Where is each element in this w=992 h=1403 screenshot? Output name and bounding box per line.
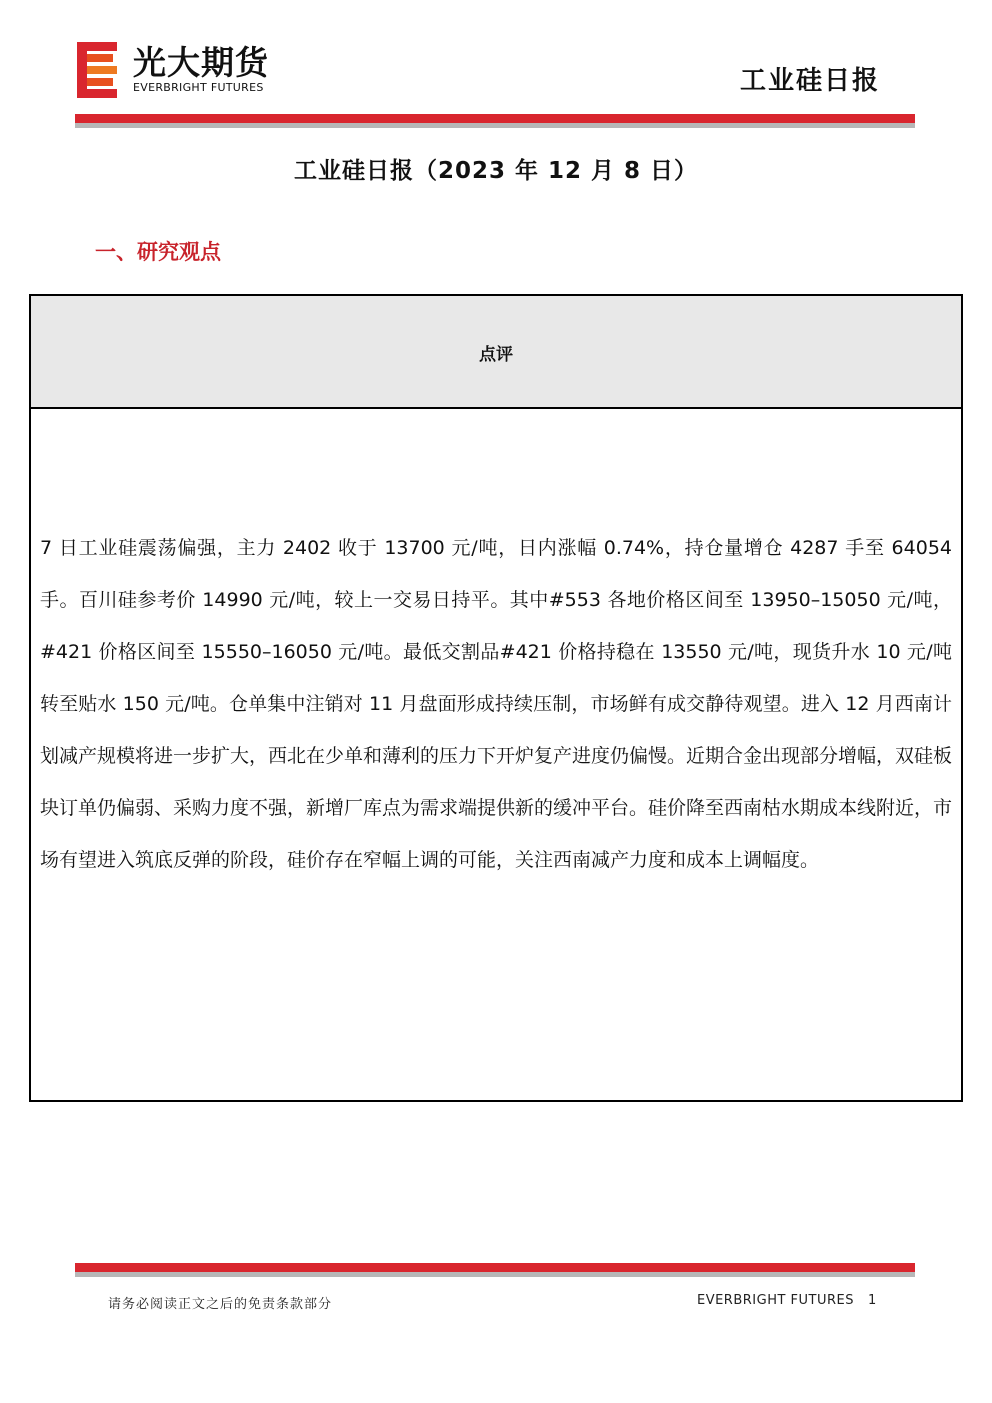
footer-brand: EVERBRIGHT FUTURES	[696, 1293, 854, 1308]
section-heading: 一、研究观点	[95, 240, 221, 264]
header-divider-red	[75, 114, 915, 123]
everbright-logo-icon	[77, 42, 117, 98]
brand-name-en: EVERBRIGHT FUTURES	[133, 81, 264, 94]
document-title: 工业硅日报（2023 年 12 月 8 日）	[293, 158, 699, 184]
disclaimer-text: 请务必阅读正文之后的免责条款部分	[108, 1297, 333, 1312]
footer-divider-gray	[75, 1272, 915, 1277]
comment-text: 7 日工业硅震荡偏强，主力 2402 收于 13700 元/吨，日内涨幅 0.74%，持仓量增仓 4287 手至 64054 手。百川硅参考价 14990 元/吨，较上一交易日持平。其中#553 各地价格区间至 13950–15050 元/吨，#421 价格区间至 15550–16050 元/吨。最低交割品#421 价格持稳在 13550 元/吨，现货升水 10 元/吨转至贴水 150 元/吨。仓单集中注销对 11 月盘面形成持续压制，市场鲜有成交静待观望。进入 12 月西南计划减产规模将进一步扩大，西北在少单和薄利的压力下开炉复产进度仍偏慢。近期合金出现部分增幅，双硅板块订单仍偏弱、采购力度不强，新增厂库点为需求端提供新的缓冲平台。硅价降至西南枯水期成本线附近，市场有望进入筑底反弹的阶段，硅价存在窄幅上调的可能，关注西南减产力度和成本上调幅度。	[40, 537, 953, 871]
page-number: 1	[868, 1293, 877, 1308]
brand-name-cn: 光大期货	[133, 43, 269, 82]
table-header-label: 点评	[479, 345, 513, 365]
comment-table	[29, 294, 963, 1102]
footer-divider-red	[75, 1263, 915, 1272]
report-name: 工业硅日报	[739, 66, 880, 96]
table-header-row	[31, 296, 961, 409]
header-divider-gray	[75, 123, 915, 128]
